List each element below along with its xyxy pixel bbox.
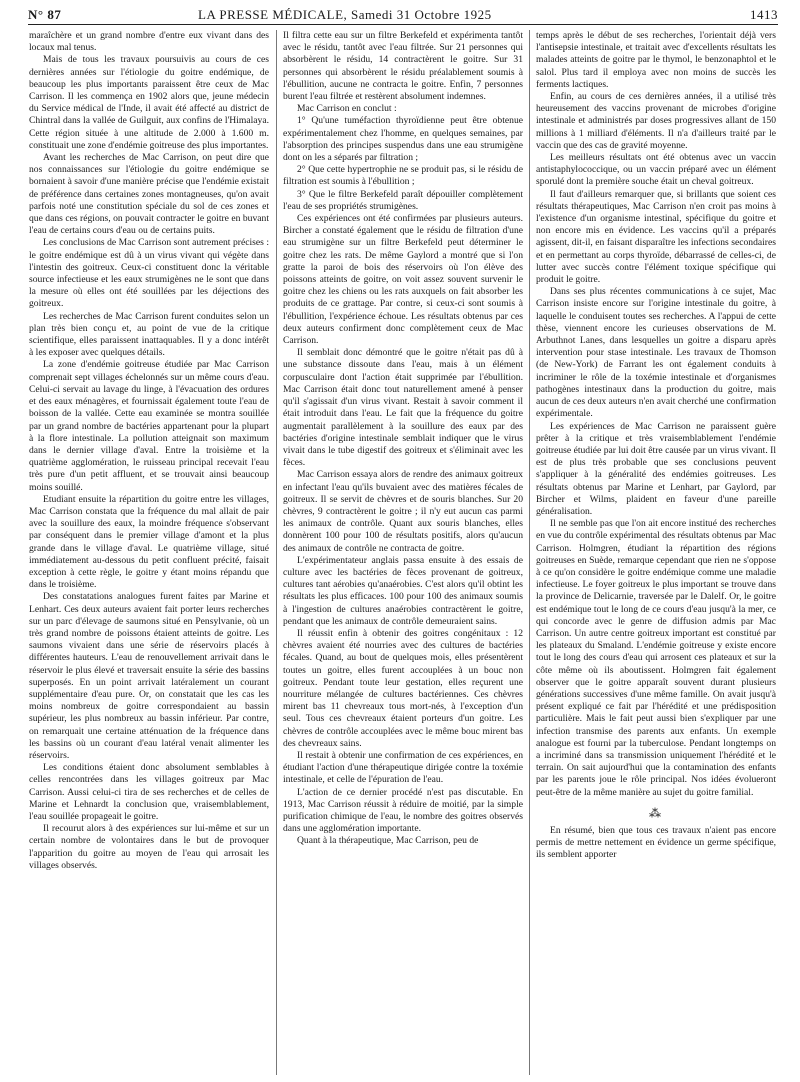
paragraph: Mais de tous les travaux poursuivis au cours de ces dernières années sur l'étiologie du goitre endémique, de beaucoup les plus importants paraissent être ceux de Mac Carrison. Il les commença en 1902 alors que, jeune médecin du Service médical de l'Inde, il avait été affecté au district de Chintral dans la vallée de Guilguit, aux confins de l'Himalaya. Cette région située à une altitude de 2.000 à 1.600 m. constituait une zone d'endémie goitreuse des plus importantes.: [29, 54, 269, 151]
paragraph: Les conclusions de Mac Carrison sont autrement précises : le goitre endémique est dû à un virus vivant qui végète dans l'intestin des goitreux. Ceux-ci constituent donc la véritable source infectieuse et les eaux strumigènes ne le sont que dans la mesure où elles ont été souillées par les déjections des goitreux.: [29, 237, 269, 310]
paragraph: Des constatations analogues furent faites par Marine et Lenhart. Ces deux auteurs avaient fait porter leurs recherches sur un parc d'élevage de saumons situé en Pensylvanie, où un très grand nombre de poissons étaient atteints de goitre. Les saumons vivaient dans une série de réservoirs placés à différentes hauteurs. L'eau de renouvellement arrivait dans le réservoir le plus élevé et traversait ensuite la série des bassins superposés. En un point arrivait latéralement un courant supplémentaire d'eau pure. Or, on constatait que les cas les moins nombreux de goitre correspondaient au bassin supérieur, les plus nombreux au bassin inférieur. Par contre, on remarquait une certaine atténuation de la fréquence dans les bassins où un courant d'eau latéral venait alimenter les réservoirs.: [29, 591, 269, 761]
page-header: [28, 4, 778, 26]
paragraph: La zone d'endémie goitreuse étudiée par Mac Carrison comprenait sept villages échelonnés sur un même cours d'eau. Celui-ci servait au lavage du linge, à l'évacuation des ordures et des eaux ménagères, et fournissait également toute l'eau de boisson de la vallée. Cette eau examinée se montra souillée par un grand nombre de bactéries appartenant pour la plupart à la flore intestinale. La pollution atteignait son maximum dans le dernier village d'aval. Entre la troisième et la quatrième agglomération, le ruisseau principal recevait l'eau très pure d'un petit affluent, et se trouvait ainsi beaucoup moins souillé.: [29, 359, 269, 493]
issue-number: N° 87: [28, 7, 62, 22]
paragraph: Etudiant ensuite la répartition du goitre entre les villages, Mac Carrison constata que la fréquence du mal allait de pair avec la souillure des eaux, la moindre fréquence s'observant par conséquent dans le premier village d'amont et la plus grande dans le village d'aval. Le quatrième village, situé immédiatement au-dessous du petit confluent précité, faisait exception à cette règle, le goitre y étant moins répandu que dans le troisième.: [29, 493, 269, 591]
paragraph: Avant les recherches de Mac Carrison, on peut dire que nos connaissances sur l'étiologie du goitre endémique se bornaient à savoir d'une manière précise que l'endémie existait de préférence dans certaines zones montagneuses, qu'on avait parfois noté une constitution spéciale du sol de ces zones et que dans ces régions, on pouvait contracter le goitre en buvant l'eau de certains cours d'eau ou de certains puits.: [29, 152, 270, 237]
paragraph: L'action de ce dernier procédé n'est pas discutable. En 1913, Mac Carrison réussit à réduire de moitié, par la simple purification chimique de l'eau, le nombre des goitres observés dans une agglomération importante.: [283, 786, 523, 835]
paragraph: L'expérimentateur anglais passa ensuite à des essais de culture avec les bactéries de fèces provenant de goitreux, cultures tant aérobies qu'anaérobies. C'est alors qu'il obtint les résultats les plus efficaces. 100 pour 100 des animaux soumis à l'ingestion de cultures anaérobies contractèrent le goitre, pendant que les animaux de contrôle demeuraient sains.: [283, 554, 523, 627]
paragraph: Dans ses plus récentes communications à ce sujet, Mac Carrison insiste encore sur l'origine intestinale du goitre, à laquelle le conduisent toutes ses recherches. A l'appui de cette thèse, viennent encore les curieuses observations de M. Arbuthnot Lanes, dans lesquelles un goitre a disparu après intervention pour stase intestinale. Les travaux de Thomson (de New-York) de Farrant les ont également conduits à incriminer le rôle de la toxémie intestinale et d'organismes pathogènes intestinaux dans la production du goitre, mais aucun de ces deux auteurs n'en avait cherché une confirmation expérimentale.: [536, 286, 776, 420]
journal-title: LA PRESSE MÉDICALE, Samedi 31 Octobre 1925: [198, 7, 492, 22]
paragraph: Il réussit enfin à obtenir des goitres congénitaux : 12 chèvres avaient été nourries avec des cultures de bactéries fécales. Quand, au bout de quelques mois, elles présentèrent toutes un goitre, elles furent accouplées à un bouc non goitreux. Pendant toute leur gestation, elles reçurent une nourriture mélangée de cultures bactériennes. Ces chèvres mirent bas 11 chevreaux tous mort-nés, à l'exception d'un seul. Tous ces chevreaux étaient porteurs d'un goitre. Les chèvres de contrôle accouplées avec le même bouc mirent bas des chevreaux sains.: [283, 627, 523, 749]
paragraph: temps après le début de ses recherches, l'orientait déjà vers l'antisepsie intestinale, et traitait avec d'excellents résultats les malades atteints de goitre par le thymol, le benzonaphtol et le salol. Plus tard il employa avec non moins de succès les ferments lactiques.: [536, 30, 776, 90]
paragraph: Il filtra cette eau sur un filtre Berkefeld et expérimenta tantôt avec le résidu, tantôt avec l'eau filtrée. Sur 21 personnes qui absorbèrent le résidu, 14 contractèrent le goitre. Sur 31 personnes qui absorbèrent le résidu préalablement soumis à l'ébullition, aucune ne contracta le goitre. Enfin, 7 personnes burent l'eau filtrée et restèrent absolument indemnes.: [283, 30, 523, 103]
paragraph: Mac Carrison essaya alors de rendre des animaux goitreux en infectant l'eau qu'ils buvaient avec des matières fécales de goitreux. Il se servit de chèvres et de souris blanches. Sur 20 chèvres, 9 contractèrent le goitre ; il n'y eut aucun cas parmi les animaux de contrôle. Quant aux souris blanches, elles donnèrent 100 pour 100 de résultats positifs, alors qu'aucun des animaux de contrôle ne contracta de goitre.: [283, 469, 523, 554]
section-separator: ⁂: [649, 805, 663, 820]
paragraph: Il faut d'ailleurs remarquer que, si brillants que soient ces résultats thérapeutiques, Mac Carrison n'en croit pas moins à l'existence d'un organisme intestinal, spécifique du goitre et non encore mis en évidence. Les vaccins qu'il a préparés agissent, dit-il, en faisant disparaître les infections secondaires et en permettant au corps thyroïde, débarrassé de celles-ci, de lutter avec succès contre l'élément toxique spécifique qui produit le goitre.: [536, 188, 776, 286]
paragraph: 1° Qu'une tuméfaction thyroïdienne peut être obtenue expérimentalement chez l'homme, en quelques semaines, par l'absorption des principes suspendus dans une eau strumigène dont on les a séparés par filtration ;: [283, 115, 523, 164]
paragraph: Ces expériences ont été confirmées par plusieurs auteurs. Bircher a constaté également que le résidu de filtration d'une eau strumigène sur un filtre Berkefeld peut déterminer le goitre chez les rats. De même Gaylord a montré que si l'on gratte la paroi de bois des réservoirs où l'on élève des poissons atteints de goitre, on voit assez souvent survenir le goitre chez les chiens ou les rats auxquels on fait absorber les produits de ce grattage. Par contre, si ceux-ci sont soumis à l'ébullition, l'expérience échoue. Les résultats obtenus par ces deux auteurs confirment donc complètement ceux de Mac Carrison.: [283, 213, 523, 347]
column-divider: [276, 30, 277, 1075]
paragraph: maraîchère et un grand nombre d'entre eux vivant dans des locaux mal tenus.: [29, 30, 269, 54]
column-2: [283, 30, 523, 848]
paragraph: Enfin, au cours de ces dernières années, il a utilisé très heureusement des vaccins provenant de microbes d'origine intestinale et administrés par doses progressives allant de 150 millions à 1 milliard d'éléments. Il n'a d'ailleurs traité par le vaccin que des cas de gravité moyenne.: [536, 91, 776, 151]
paragraph: Les expériences de Mac Carrison ne paraissent guère prêter à la critique et très vraisemblablement l'endémie goitreuse étudiée par lui doit être causée par un virus vivant. Il est de plus très probable que ses conclusions peuvent s'appliquer à la généralité des endémies goitreuses. Les résultats obtenus par Marine et Lenhart, par Gaylord, par Bircher et Wilms, plaident en faveur d'une pareille généralisation.: [536, 420, 776, 517]
paragraph: Il semblait donc démontré que le goitre n'était pas dû à une substance dissoute dans l'eau, mais à un élément corpusculaire dont l'action était supprimée par l'ébullition. Mac Carrison était donc tout naturellement amené à penser qu'il s'agissait d'un virus vivant. Restait à savoir comment il était introduit dans l'eau. Le fait que la fréquence du goitre augmentait parallèlement à la souillure des eaux par des bactéries d'origine intestinale semblait indiquer que le virus vivait dans le tube digestif des goitreux et s'éliminait avec les fèces.: [283, 347, 523, 469]
paragraph: Il recourut alors à des expériences sur lui-même et sur un certain nombre de volontaires dans le but de provoquer l'apparition du goitre au moyen de l'eau qui arrosait les villages observés.: [29, 823, 269, 871]
paragraph: En résumé, bien que tous ces travaux n'aient pas encore permis de mettre nettement en évidence un germe spécifique, ils semblent apporter: [536, 825, 776, 861]
paragraph: 2° Que cette hypertrophie ne se produit pas, si le résidu de filtration est soumis à l'ébullition ;: [283, 164, 523, 188]
paragraph: Les conditions étaient donc absolument semblables à celles rencontrées dans les villages goitreux par Mac Carrison. Aussi celui-ci tira de ses recherches et de celles de Marine et Lehnardt la conclusion que, vraisemblablement, l'eau souillée propageait le goitre.: [29, 762, 269, 822]
paragraph: Les recherches de Mac Carrison furent conduites selon un plan très bien conçu et, au point de vue de la critique scientifique, elles paraissent inattaquables. Il y a donc intérêt à les exposer avec quelques détails.: [29, 310, 269, 359]
column-3: [536, 30, 776, 862]
paragraph: Quant à la thérapeutique, Mac Carrison, peu de: [297, 835, 479, 847]
column-divider: [529, 30, 530, 1075]
paragraph: Il ne semble pas que l'on ait encore institué des recherches en vue du contrôle expérimental des résultats obtenus par Mac Carrison. Holmgren, étudiant la répartition des régions goitreuses en Suède, remarque cependant que rien ne s'oppose à ce qu'on considère le goitre endémique comme une maladie infectieuse. Le foyer goitreux le plus important se trouve dans la province de Delicarnie, traversée par le Dalelf. Or, le goitre est endémique tout le long de ce cours d'eau jusqu'à la mer, ce qui concorde avec le genre de diffusion admis par Mac Carrison. Un autre centre goitreux important est constitué par les plateaux du Smaland. L'endémie goitreuse y existe encore tout le long des cours d'eau qui arrosent ces plateaux et sur la côte même où ils aboutissent. Holmgren fait également observer que le goitre apparaît souvent durant plusieurs générations successives d'une même famille. On avait jusqu'à présent expliqué ce fait par l'hérédité et une prédisposition particulière. Mais le fait peut aussi bien s'expliquer par une infection transmise des parents aux enfants. Un exemple analogue est fourni par la tuberculose. Pendant longtemps on a incriminé dans sa transmission uniquement l'hérédité et le terrain. On sait aujourd'hui que la contamination des enfants par les parents joue le rôle principal. Nos idées évolueront peut-être de la même manière au sujet du goitre familial.: [536, 518, 776, 798]
paragraph: 3° Que le filtre Berkefeld paraît dépouiller complètement l'eau de ses propriétés strumigènes.: [283, 188, 523, 212]
paragraph: Mac Carrison en conclut :: [297, 103, 397, 115]
header-rule: [28, 24, 778, 25]
paragraph: Il restait à obtenir une confirmation de ces expériences, en étudiant l'action d'une thérapeutique dirigée contre la toxémie intestinale, et celle de l'épuration de l'eau.: [283, 749, 523, 786]
paragraph: Les meilleurs résultats ont été obtenus avec un vaccin antistaphylococcique, ou un vaccin préparé avec un élément sporulé dont la première souche était un cheval goitreux.: [536, 152, 776, 188]
page-number: 1413: [750, 7, 778, 22]
column-1: [29, 30, 269, 872]
